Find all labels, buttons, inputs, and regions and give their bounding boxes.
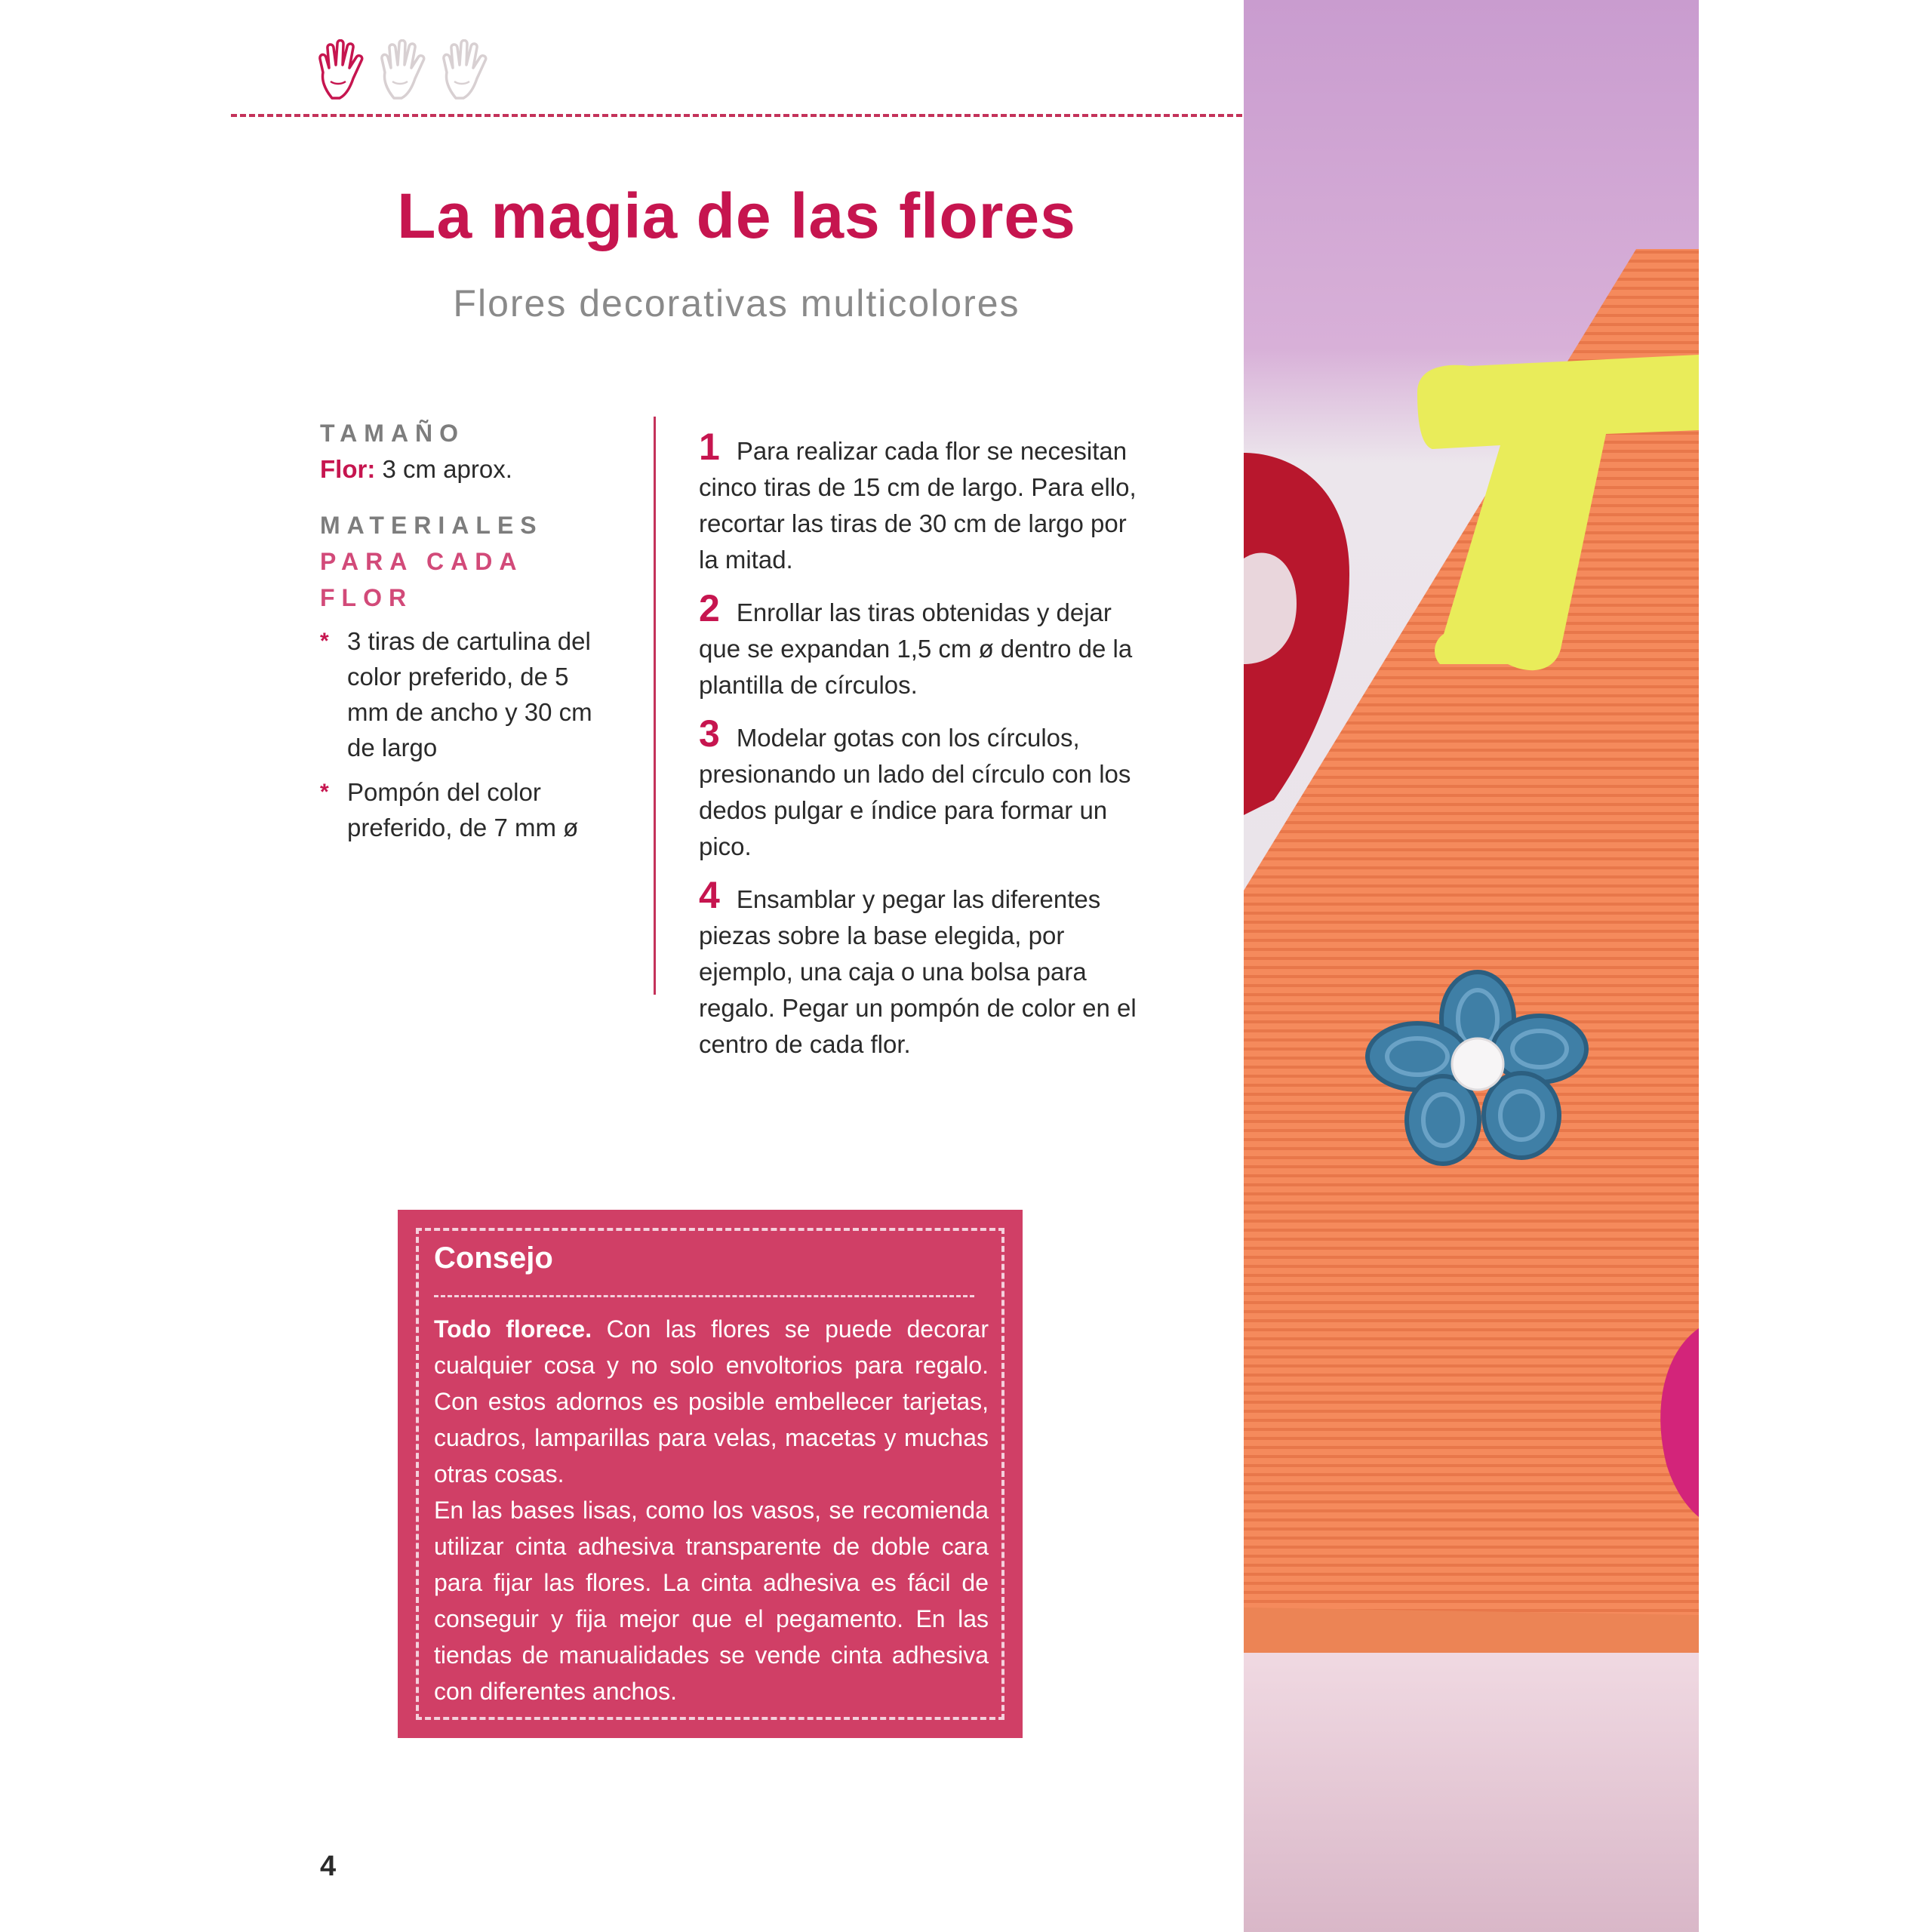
step-3 <box>699 712 1152 865</box>
column-divider <box>654 417 656 995</box>
step-number: 3 <box>699 712 720 755</box>
craft-photo <box>1244 0 1699 1932</box>
materials-column <box>320 415 614 854</box>
materials-list <box>320 623 614 845</box>
page-number: 4 <box>320 1850 337 1882</box>
tip-text-1: Con las flores se puede decorar cualquier cosa y no solo envoltorios para regalo. Con estos adornos es posible embellecer tarjetas, cuadros, lamparillas para velas, macetas y muchas otras cosas. <box>434 1315 989 1487</box>
materials-label: MATERIALES <box>320 512 543 539</box>
material-text: 3 tiras de cartulina del color preferido, de 5 mm de ancho y 30 cm de largo <box>347 627 592 761</box>
step-text: Ensamblar y pegar las diferentes piezas sobre la base elegida, por ejemplo, una caja o una bolsa para regalo. Pegar un pompón de color en el centro de cada flor. <box>699 885 1137 1058</box>
tip-body <box>434 1311 989 1709</box>
tip-divider <box>434 1295 974 1297</box>
step-number: 4 <box>699 874 720 916</box>
step-4 <box>699 874 1152 1063</box>
box-edge <box>1244 1607 1699 1660</box>
step-text: Modelar gotas con los círculos, presionando un lado del círculo con los dedos pulgar e índice para formar un pico. <box>699 724 1131 860</box>
tip-box <box>398 1210 1023 1738</box>
materials-sublabel: PARA CADA FLOR <box>320 548 523 611</box>
asterisk-bullet-icon: * <box>320 629 329 654</box>
difficulty-indicator <box>317 39 498 101</box>
hand-icon-outline <box>441 39 498 101</box>
step-number: 1 <box>699 426 720 468</box>
tip-title: Consejo <box>434 1241 553 1275</box>
step-number: 2 <box>699 587 720 629</box>
instructions <box>699 426 1152 1078</box>
asterisk-bullet-icon: * <box>320 780 329 804</box>
tip-paragraph <box>434 1311 989 1492</box>
page-title: La magia de las flores <box>397 180 1076 251</box>
hand-icon-filled <box>317 39 374 101</box>
size-label: TAMAÑO <box>320 420 466 447</box>
white-pompom <box>1452 1038 1503 1090</box>
hand-icon-outline <box>379 39 436 101</box>
step-text: Enrollar las tiras obtenidas y dejar que se expandan 1,5 cm ø dentro de la plantilla de círculos. <box>699 598 1133 699</box>
page-subtitle: Flores decorativas multicolores <box>453 282 1020 325</box>
size-value <box>320 451 614 488</box>
list-item <box>320 623 614 765</box>
tip-lead: Todo florece. <box>434 1315 592 1343</box>
tip-paragraph: En las bases lisas, como los vasos, se recomienda utilizar cinta adhesiva transparente de doble cara para fijar las flores. La cinta adhesiva es fácil de conseguir y fija mejor que el pegamento. En las tiendas de manualidades se vende cinta adhesiva con diferentes anchos. <box>434 1497 989 1705</box>
step-2 <box>699 587 1152 703</box>
step-text: Para realizar cada flor se necesitan cinco tiras de 15 cm de largo. Para ello, recortar las tiras de 30 cm de largo por la mitad. <box>699 437 1137 574</box>
size-key: Flor: <box>320 455 376 483</box>
material-text: Pompón del color preferido, de 7 mm ø <box>347 778 579 841</box>
header-divider <box>231 114 1242 117</box>
tissue-paper <box>1244 1653 1699 1932</box>
step-1 <box>699 426 1152 578</box>
list-item <box>320 774 614 845</box>
size-text: 3 cm aprox. <box>375 455 512 483</box>
